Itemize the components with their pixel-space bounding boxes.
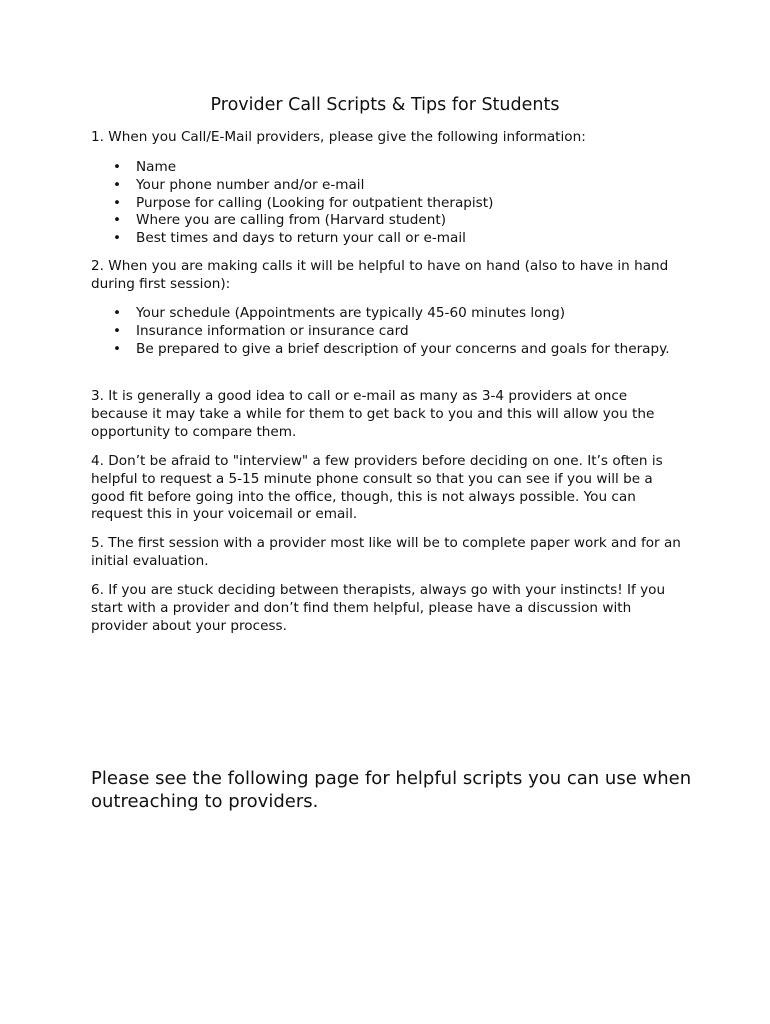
section-5-text: 5. The first session with a provider most like will be to complete paper work and for an initial evaluation. bbox=[91, 535, 681, 569]
page-title: Provider Call Scripts & Tips for Students bbox=[210, 95, 560, 115]
list-item: • Purpose for calling (Looking for outpatient therapist) bbox=[113, 194, 494, 211]
section-2-list bbox=[91, 305, 687, 358]
bullet-icon: • bbox=[113, 305, 122, 321]
following-page-note: Please see the following page for helpful scripts you can use when outreaching to providers. bbox=[91, 768, 692, 812]
section-2-heading: 2. When you are making calls it will be helpful to have on hand (also to have in hand during first session): bbox=[91, 258, 669, 292]
section-2 bbox=[91, 258, 687, 294]
bullet-icon: • bbox=[113, 176, 122, 193]
section-1-heading: 1. When you Call/E-Mail providers, please give the following information: bbox=[91, 129, 586, 145]
section-2-list-wrap bbox=[91, 305, 687, 358]
list-item: • Your phone number and/or e-mail bbox=[113, 176, 365, 193]
section-3 bbox=[91, 388, 687, 441]
list-item: • Insurance information or insurance card bbox=[113, 322, 409, 339]
list-item: • Name bbox=[113, 159, 177, 175]
section-4 bbox=[91, 453, 687, 524]
bullet-icon: • bbox=[113, 230, 122, 247]
section-1 bbox=[91, 129, 687, 147]
bullet-icon: • bbox=[113, 340, 122, 357]
list-item: • Be prepared to give a brief description of your concerns and goals for therapy. bbox=[113, 340, 670, 357]
bullet-icon: • bbox=[113, 159, 122, 175]
list-item: • Your schedule (Appointments are typically 45-60 minutes long) bbox=[113, 305, 566, 321]
list-item: • Where you are calling from (Harvard student) bbox=[113, 212, 447, 229]
section-6-text: 6. If you are stuck deciding between therapists, always go with your instincts! If you start with a provider and don’t find them helpful, please have a discussion with provider about your process. bbox=[91, 582, 666, 634]
section-1-list bbox=[91, 159, 687, 248]
list-item: • Best times and days to return your call or e-mail bbox=[113, 230, 466, 247]
section-1-list-wrap bbox=[91, 159, 687, 248]
bullet-icon: • bbox=[113, 194, 122, 211]
section-3-text: 3. It is generally a good idea to call or e-mail as many as 3-4 providers at once because it may take a while for them to get back to you and this will allow you the opportunity to compare them. bbox=[91, 388, 655, 440]
bullet-icon: • bbox=[113, 322, 122, 339]
section-6 bbox=[91, 582, 687, 635]
section-5 bbox=[91, 535, 687, 571]
bullet-icon: • bbox=[113, 212, 122, 229]
section-4-text: 4. Don’t be afraid to "interview" a few providers before deciding on one. It’s often is helpful to request a 5-15 minute phone consult so that you can see if you will be a good fit before going into the office, though, this is not always possible. You can request this in your voicemail or email. bbox=[91, 453, 663, 523]
